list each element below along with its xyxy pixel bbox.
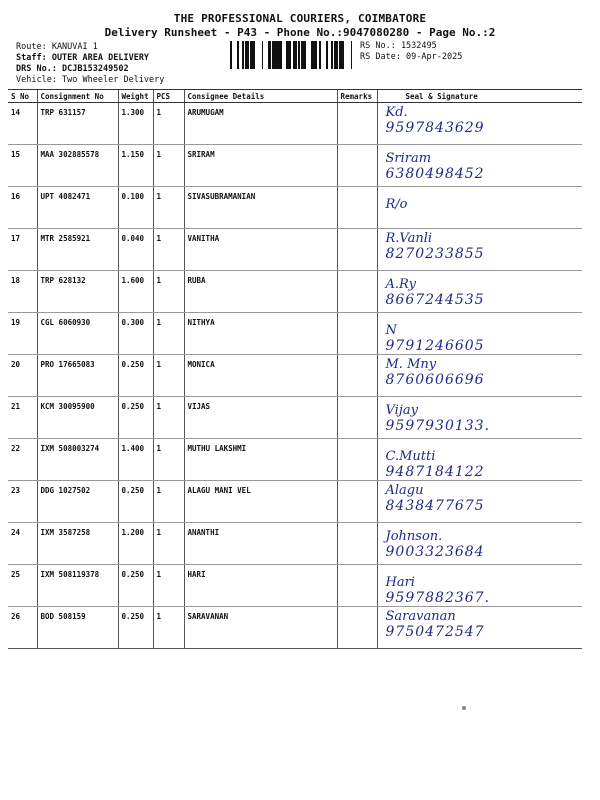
serial-number-cell [8,481,37,523]
barcode-bar [273,41,276,69]
pieces-cell [153,439,184,481]
table-header-row [8,90,582,103]
weight-cell [118,271,153,313]
consignee-name-cell [184,103,337,145]
pieces-cell [153,565,184,607]
barcode-bar [293,41,294,69]
signature-phone: 9791246605 [385,338,485,354]
weight: 1.150 [121,150,145,159]
consignee-name: ARUMUGAM [187,108,224,117]
remarks-cell [337,397,377,439]
col-sno: S No [8,90,37,103]
weight: 0.250 [121,360,145,369]
consignee-name: VANITHA [187,234,220,243]
serial-number: 21 [11,402,21,411]
serial-number-cell [8,397,37,439]
weight-cell [118,187,153,229]
signature-cell [377,397,582,439]
pieces: 1 [156,402,162,411]
signature-name: A.Ry [385,277,416,292]
col-pcs: PCS [153,90,184,103]
signature-cell [377,481,582,523]
pieces: 1 [156,444,162,453]
serial-number: 23 [11,486,21,495]
route-label: Route: KANUVAI 1 [16,42,98,52]
serial-number-cell [8,103,37,145]
handwritten-signature [386,151,485,182]
consignment-number-cell [37,481,118,523]
barcode-bar [326,41,328,69]
pieces: 1 [156,192,162,201]
consignment-number: UPT 4082471 [40,192,91,201]
consignee-name-cell [184,397,337,439]
col-remarks: Remarks [337,90,377,103]
signature-cell [377,523,582,565]
pieces-cell [153,397,184,439]
consignment-number: PRO 17665083 [40,360,95,369]
serial-number: 14 [11,108,21,117]
weight: 1.300 [121,108,145,117]
signature-name: Saravanan [385,609,456,624]
weight-cell [118,607,153,649]
barcode-bar [335,41,336,69]
rs-info [360,41,462,63]
serial-number: 18 [11,276,21,285]
consignee-name: SARAVANAN [187,612,229,621]
pieces-cell [153,481,184,523]
consignee-name: ALAGU MANI VEL [187,486,251,495]
barcode-bar [334,41,335,69]
col-consignment: Consignment No [37,90,118,103]
pieces-cell [153,271,184,313]
signature-phone: 8760606696 [385,372,485,388]
consignee-name: MUTHU LAKSHMI [187,444,247,453]
signature-cell [377,439,582,481]
pieces: 1 [156,276,162,285]
barcode-bar [247,41,249,69]
consignment-number: TRP 628132 [40,276,86,285]
signature-phone: 9597882367. [385,590,491,606]
barcode-bar [230,41,232,69]
table-row [8,397,582,439]
signature-phone: 8667244535 [385,292,485,308]
handwritten-signature [386,483,485,514]
consignee-name-cell [184,607,337,649]
signature-phone: 9487184122 [385,464,485,480]
table-row [8,313,582,355]
remarks-cell [337,565,377,607]
signature-name: M. Mny [385,357,437,372]
barcode-bar [298,41,300,69]
remarks-cell [337,481,377,523]
table-row [8,103,582,145]
pieces: 1 [156,234,162,243]
serial-number-cell [8,607,37,649]
signature-name: Alagu [385,483,424,498]
signature-cell [377,271,582,313]
remarks-cell [337,103,377,145]
weight: 1.400 [121,444,145,453]
handwritten-signature [386,575,491,606]
handwritten-signature [386,529,485,560]
consignee-name-cell [184,565,337,607]
barcode-bar [245,41,246,69]
rs-date: RS Date: 09-Apr-2025 [360,52,463,62]
weight-cell [118,229,153,271]
runsheet-subtitle: Delivery Runsheet - P43 - Phone No.:9047080280 - Page No.:2 [104,26,496,39]
barcode-bar [339,41,341,69]
barcode-bar [336,41,338,69]
barcode-icon [230,41,352,69]
weight: 0.100 [121,192,145,201]
pieces-cell [153,187,184,229]
serial-number-cell [8,523,37,565]
signature-name: R.Vanli [385,231,433,246]
consignee-name: SIVASUBRAMANIAN [187,192,256,201]
pieces: 1 [156,150,162,159]
consignee-name-cell [184,481,337,523]
signature-phone: 9003323684 [385,544,485,560]
handwritten-signature [386,277,485,308]
table-row [8,355,582,397]
weight: 0.250 [121,612,145,621]
serial-number-cell [8,565,37,607]
col-weight: Weight [118,90,153,103]
handwritten-signature [386,105,485,136]
barcode-bar [280,41,281,69]
barcode-bar [286,41,288,69]
signature-phone: 8270233855 [385,246,485,262]
company-title: THE PROFESSIONAL COURIERS, COIMBATORE [173,12,427,25]
consignment-number: MAA 302885578 [40,150,100,159]
consignment-number-cell [37,313,118,355]
serial-number-cell [8,229,37,271]
consignee-name-cell [184,355,337,397]
barcode-bar [314,41,317,69]
signature-name: N [385,323,397,338]
signature-cell [377,355,582,397]
page-mark [462,706,466,710]
barcode-bar [304,41,306,69]
serial-number-cell [8,439,37,481]
remarks-cell [337,439,377,481]
barcode-bar [242,41,244,69]
consignment-number: KCM 30095900 [40,402,95,411]
serial-number-cell [8,145,37,187]
consignment-number: TRP 631157 [40,108,86,117]
signature-cell [377,103,582,145]
barcode-bar [311,41,314,69]
consignment-number-cell [37,145,118,187]
barcode-bar [237,41,239,69]
barcode-bar [252,41,255,69]
serial-number-cell [8,313,37,355]
signature-name: C.Mutti [385,449,436,464]
pieces-cell [153,229,184,271]
consignee-name-cell [184,271,337,313]
weight-cell [118,355,153,397]
consignment-number: MTR 2585921 [40,234,91,243]
pieces: 1 [156,570,162,579]
signature-cell [377,313,582,355]
barcode-bar [341,41,344,69]
barcode-bar [279,41,280,69]
signature-name: R/o [385,197,408,212]
barcode-bar [276,41,279,69]
consignee-name-cell [184,187,337,229]
consignment-number-cell [37,607,118,649]
table-row [8,565,582,607]
signature-phone: 9597843629 [385,120,485,136]
signature-cell [377,565,582,607]
consignee-name-cell [184,313,337,355]
consignment-number-cell [37,397,118,439]
handwritten-signature [386,323,485,354]
weight-cell [118,145,153,187]
consignment-number: BOD 508159 [40,612,86,621]
vehicle-label: Vehicle: Two Wheeler Delivery [16,75,165,85]
serial-number: 24 [11,528,21,537]
consignee-name: ANANTHI [187,528,220,537]
barcode-bar [301,41,304,69]
table-row [8,523,582,565]
remarks-cell [337,355,377,397]
consignment-number-cell [37,103,118,145]
serial-number: 20 [11,360,21,369]
serial-number: 17 [11,234,21,243]
table-row [8,439,582,481]
barcode-bar [290,41,291,69]
remarks-cell [337,271,377,313]
consignee-name: VIJAS [187,402,211,411]
barcode-bar [268,41,271,69]
consignment-number-cell [37,565,118,607]
serial-number: 19 [11,318,21,327]
table-row [8,607,582,649]
consignee-name: SRIRAM [187,150,215,159]
pieces-cell [153,145,184,187]
barcode-bar [319,41,321,69]
consignee-name-cell [184,229,337,271]
consignment-number-cell [37,523,118,565]
serial-number: 26 [11,612,21,621]
consignment-number: IXM 508119378 [40,570,100,579]
table-row [8,145,582,187]
handwritten-signature [386,197,414,212]
weight: 0.040 [121,234,145,243]
signature-phone: 8438477675 [385,498,485,514]
barcode-bar [281,41,282,69]
table-row [8,229,582,271]
serial-number: 22 [11,444,21,453]
signature-phone: 6380498452 [385,166,485,182]
barcode-bar [331,41,333,69]
consignment-number-cell [37,355,118,397]
signature-cell [377,229,582,271]
table-row [8,271,582,313]
consignment-number-cell [37,439,118,481]
barcode-bar [272,41,273,69]
pieces-cell [153,355,184,397]
barcode-bar [294,41,297,69]
pieces: 1 [156,612,162,621]
signature-phone: 9750472547 [385,624,485,640]
staff-label: Staff: OUTER AREA DELIVERY [16,53,150,63]
consignment-number-cell [37,187,118,229]
remarks-cell [337,523,377,565]
consignee-name-cell [184,145,337,187]
consignment-number: DDG 1027502 [40,486,91,495]
remarks-cell [337,313,377,355]
route-info [16,42,164,86]
consignment-number-cell [37,229,118,271]
consignee-name-cell [184,439,337,481]
weight: 0.250 [121,402,145,411]
pieces-cell [153,103,184,145]
pieces: 1 [156,486,162,495]
handwritten-signature [386,449,485,480]
barcode-bar [246,41,247,69]
weight-cell [118,523,153,565]
weight-cell [118,103,153,145]
handwritten-signature [386,609,485,640]
drs-number: DRS No.: DCJB153249502 [16,64,129,74]
signature-name: Kd. [385,105,408,120]
signature-cell [377,145,582,187]
consignment-number: CGL 6060930 [40,318,91,327]
weight: 1.600 [121,276,145,285]
serial-number-cell [8,355,37,397]
table-row [8,481,582,523]
consignment-number: IXM 508003274 [40,444,100,453]
consignee-name: MONICA [187,360,215,369]
weight-cell [118,439,153,481]
weight-cell [118,481,153,523]
remarks-cell [337,187,377,229]
table-row [8,187,582,229]
consignee-name: NITHYA [187,318,215,327]
signature-name: Johnson. [385,529,443,544]
signature-cell [377,187,582,229]
serial-number: 25 [11,570,21,579]
serial-number: 16 [11,192,21,201]
consignee-name-cell [184,523,337,565]
weight-cell [118,565,153,607]
col-consignee: Consignee Details [184,90,337,103]
pieces: 1 [156,360,162,369]
consignee-name: RUBA [187,276,206,285]
weight-cell [118,313,153,355]
signature-name: Hari [385,575,415,590]
serial-number-cell [8,187,37,229]
remarks-cell [337,229,377,271]
pieces-cell [153,523,184,565]
consignment-number-cell [37,271,118,313]
runsheet-table [8,89,582,649]
weight: 0.250 [121,570,145,579]
pieces: 1 [156,528,162,537]
weight: 0.250 [121,486,145,495]
barcode-bar [262,41,263,69]
signature-name: Sriram [385,151,432,166]
pieces-cell [153,313,184,355]
barcode-bar [351,41,352,69]
consignment-number: IXM 3587258 [40,528,91,537]
handwritten-signature [386,403,491,434]
consignee-name: HARI [187,570,206,579]
handwritten-signature [386,357,485,388]
weight: 1.200 [121,528,145,537]
barcode-bar [288,41,290,69]
serial-number-cell [8,271,37,313]
pieces-cell [153,607,184,649]
handwritten-signature [386,231,485,262]
pieces: 1 [156,108,162,117]
serial-number: 15 [11,150,21,159]
signature-phone: 9597930133. [385,418,491,434]
remarks-cell [337,145,377,187]
weight-cell [118,397,153,439]
signature-name: Vijay [385,403,418,418]
barcode-bar [250,41,252,69]
rs-number: RS No.: 1532495 [360,41,437,51]
signature-cell [377,607,582,649]
table-body [8,103,582,649]
col-signature: Seal & Signature [377,90,582,103]
remarks-cell [337,607,377,649]
pieces: 1 [156,318,162,327]
weight: 0.300 [121,318,145,327]
